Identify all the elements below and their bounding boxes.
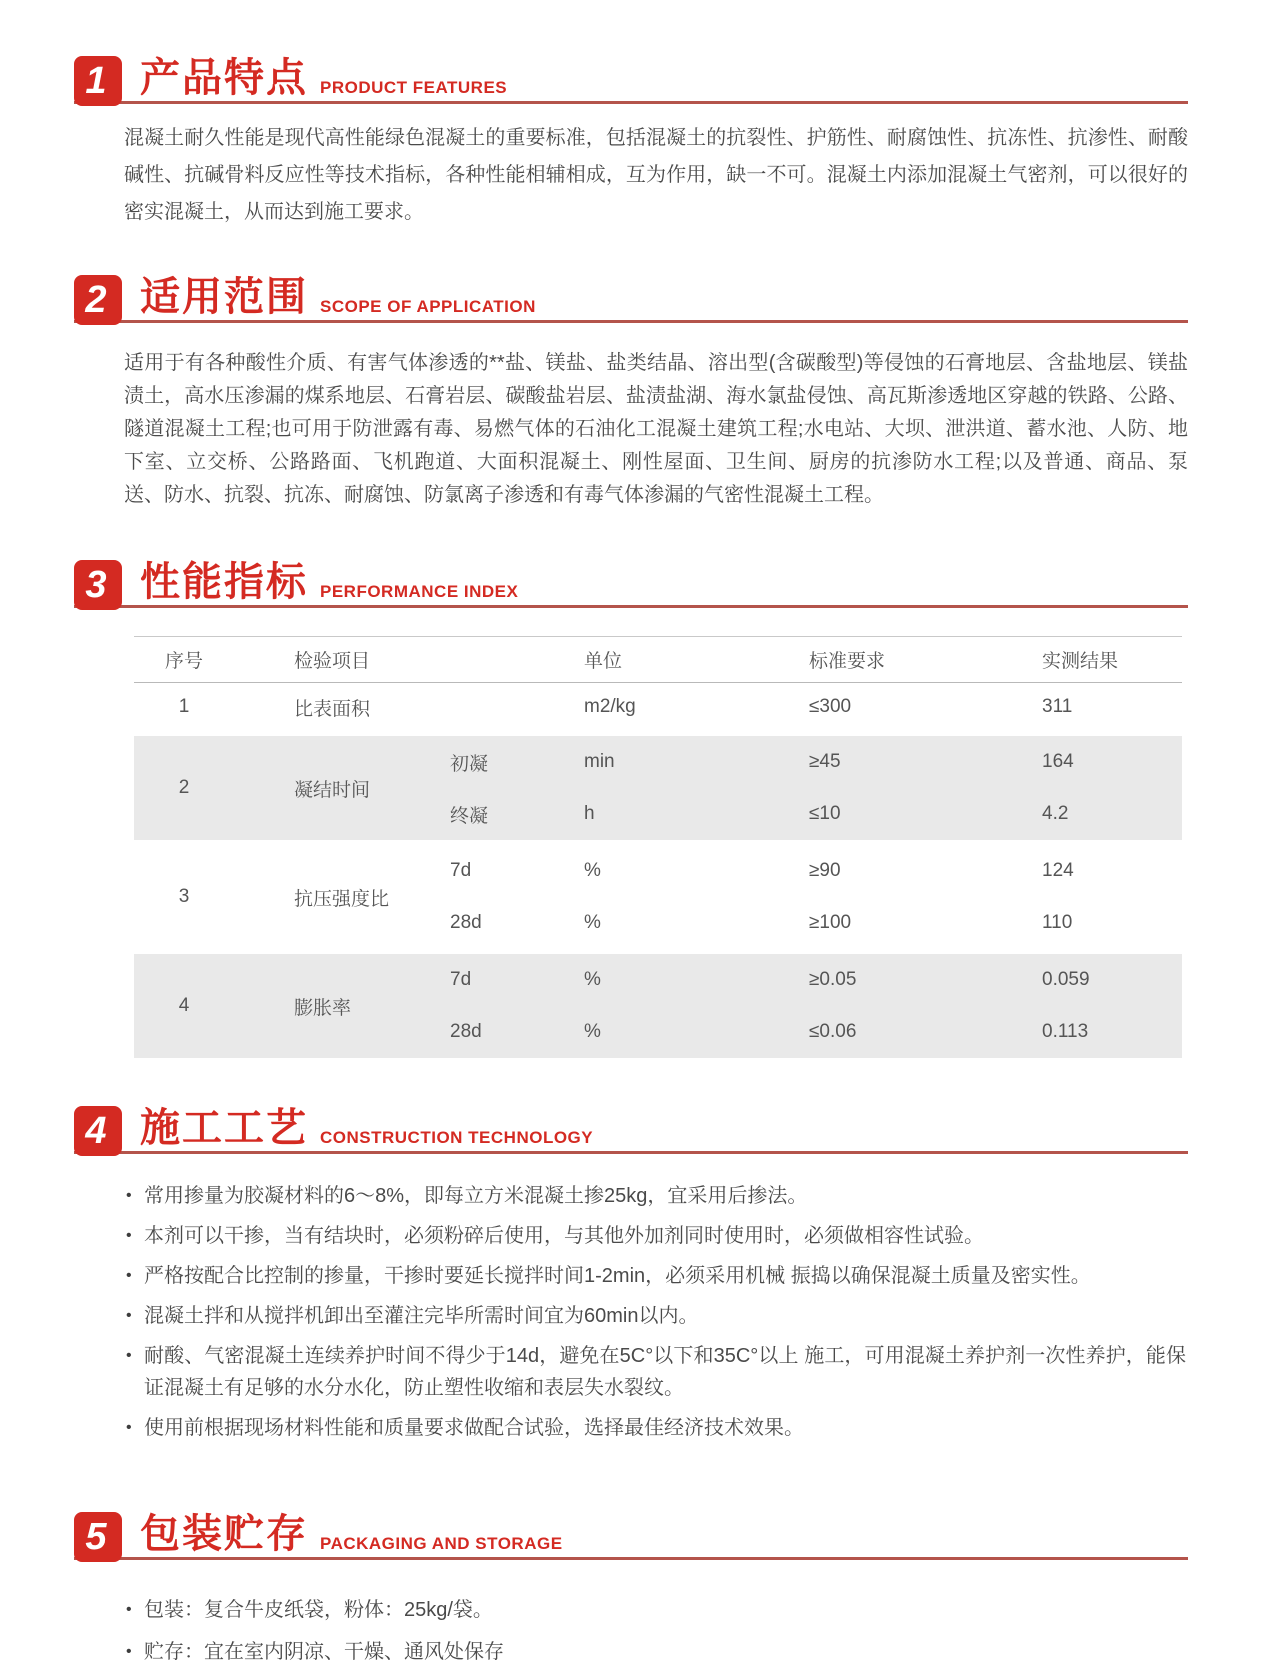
bullet-dot-icon: •: [126, 1307, 132, 1324]
section-product-features: [74, 54, 1210, 231]
bullet-text: 使用前根据现场材料性能和质量要求做配合试验，选择最佳经济技术效果。: [144, 1417, 804, 1439]
bullet-dot-icon: •: [126, 1347, 132, 1364]
cell-item: 膨胀率: [294, 997, 352, 1019]
list-item: [126, 1412, 1186, 1444]
table-row: [134, 683, 1182, 731]
cell-result: 0.113: [1042, 1021, 1089, 1042]
cell-item: 比表面积: [294, 698, 371, 720]
cell-sub: 28d: [450, 912, 482, 933]
bullet-text: 贮存：宜在室内阴凉、干燥、通风处保存: [144, 1641, 504, 1663]
bullet-dot-icon: •: [126, 1601, 132, 1618]
table-header-row: [134, 636, 1182, 683]
cell-unit: %: [584, 912, 601, 933]
list-item: [126, 1300, 1186, 1332]
section-header-scope: [74, 273, 1210, 325]
table-row: [134, 736, 1182, 840]
section-title-zh: 性能指标: [140, 560, 308, 604]
section-title-en: SCOPE OF APPLICATION: [320, 297, 536, 316]
section-number-badge: 2: [74, 275, 122, 325]
bullet-text: 本剂可以干掺，当有结块时，必须粉碎后使用，与其他外加剂同时使用时，必须做相容性试验。: [144, 1225, 984, 1247]
bullet-dot-icon: •: [126, 1267, 132, 1284]
cell-unit: h: [584, 803, 595, 824]
section-packaging: [74, 1510, 1210, 1668]
list-item: [126, 1594, 1186, 1626]
col-header-standard: 标准要求: [809, 651, 886, 672]
list-item: [126, 1340, 1186, 1404]
section-header-packaging: [74, 1510, 1210, 1562]
cell-sub: 28d: [450, 1021, 482, 1042]
performance-table: [134, 636, 1182, 1058]
bullet-text: 混凝土拌和从搅拌机卸出至灌注完毕所需时间宜为60min以内。: [144, 1305, 699, 1327]
cell-unit: %: [584, 1021, 601, 1042]
section-title-zh: 适用范围: [140, 275, 308, 319]
section-number-badge: 1: [74, 56, 122, 106]
col-header-unit: 单位: [584, 651, 623, 672]
cell-standard: ≤0.06: [809, 1021, 857, 1042]
cell-result: 0.059: [1042, 969, 1090, 990]
col-header-item: 检验项目: [294, 651, 371, 672]
cell-standard: ≥90: [809, 860, 841, 881]
bullet-dot-icon: •: [126, 1643, 132, 1660]
list-item: [126, 1636, 1186, 1668]
section-title-en: PERFORMANCE INDEX: [320, 582, 519, 601]
cell-item: 抗压强度比: [294, 888, 390, 910]
bullet-text: 常用掺量为胶凝材料的6～8%，即每立方米混凝土掺25kg，宜采用后掺法。: [144, 1185, 808, 1207]
bullet-dot-icon: •: [126, 1187, 132, 1204]
section-title-en: PACKAGING AND STORAGE: [320, 1534, 563, 1553]
cell-unit: %: [584, 860, 601, 881]
cell-standard: ≥100: [809, 912, 852, 933]
cell-no: 4: [178, 995, 190, 1016]
cell-sub: 初凝: [450, 753, 489, 775]
section-number-badge: 5: [74, 1512, 122, 1562]
bullet-text: 严格按配合比控制的掺量，干掺时要延长搅拌时间1-2min，必须采用机械 振捣以确保混凝土质量及密实性。: [144, 1265, 1091, 1287]
section-scope: [74, 273, 1210, 512]
list-item: [126, 1260, 1186, 1292]
cell-standard: ≤300: [809, 696, 852, 717]
cell-unit: %: [584, 969, 601, 990]
features-paragraph: 混凝土耐久性能是现代高性能绿色混凝土的重要标准，包括混凝土的抗裂性、护筋性、耐腐蚀性、抗冻性、抗渗性、耐酸碱性、抗碱骨料反应性等技术指标，各种性能相辅相成，互为作用，缺一不可。混凝土内添加混凝土气密剂，可以很好的密实混凝土，从而达到施工要求。: [124, 127, 1188, 223]
list-item: [126, 1220, 1186, 1252]
cell-result: 164: [1042, 751, 1074, 772]
cell-standard: ≥0.05: [809, 969, 857, 990]
cell-item: 凝结时间: [294, 779, 371, 801]
cell-result: 110: [1042, 912, 1073, 933]
scope-paragraph: 适用于有各种酸性介质、有害气体渗透的**盐、镁盐、盐类结晶、溶出型(含碳酸型)等侵蚀的石膏地层、含盐地层、镁盐渍土，高水压渗漏的煤系地层、石膏岩层、碳酸盐岩层、盐渍盐湖、海水氯盐侵蚀、高瓦斯渗透地区穿越的铁路、公路、隧道混凝土工程;也可用于防泄露有毒、易燃气体的石油化工混凝土建筑工程;水电站、大坝、泄洪道、蓄水池、人防、地下室、立交桥、公路路面、飞机跑道、大面积混凝土、刚性屋面、卫生间、厨房的抗渗防水工程;以及普通、商品、泵送、防水、抗裂、抗冻、耐腐蚀、防氯离子渗透和有毒气体渗漏的气密性混凝土工程。: [124, 352, 1188, 506]
cell-no: 2: [178, 777, 190, 798]
section-number-badge: 3: [74, 560, 122, 610]
col-header-no: 序号: [164, 651, 203, 672]
list-item: [126, 1180, 1186, 1212]
cell-sub: 7d: [450, 860, 472, 881]
section-construction: [74, 1104, 1210, 1444]
cell-unit: min: [584, 751, 615, 772]
section-title-en: CONSTRUCTION TECHNOLOGY: [320, 1128, 594, 1147]
section-header-product-features: [74, 54, 1210, 106]
section-title-zh: 施工工艺: [140, 1106, 308, 1150]
section-performance-index: [74, 558, 1210, 1058]
table-row: [134, 845, 1182, 949]
bullet-dot-icon: •: [126, 1227, 132, 1244]
section-title-zh: 包装贮存: [140, 1512, 308, 1556]
cell-sub: 终凝: [450, 805, 489, 827]
bullet-dot-icon: •: [126, 1419, 132, 1436]
cell-unit: m2/kg: [584, 696, 636, 717]
cell-standard: ≤10: [809, 803, 841, 824]
section-header-performance: [74, 558, 1210, 610]
cell-sub: 7d: [450, 969, 472, 990]
construction-bullet-list: [126, 1180, 1186, 1444]
bullet-text: 包装：复合牛皮纸袋，粉体：25kg/袋。: [144, 1599, 493, 1621]
section-title-zh: 产品特点: [140, 56, 308, 100]
section-title-en: PRODUCT FEATURES: [320, 78, 508, 97]
col-header-result: 实测结果: [1042, 651, 1119, 672]
cell-standard: ≥45: [809, 751, 841, 772]
cell-result: 311: [1042, 696, 1073, 717]
table-row: [134, 954, 1182, 1058]
cell-result: 124: [1042, 860, 1074, 881]
cell-no: 3: [178, 886, 190, 907]
cell-no: 1: [178, 696, 190, 717]
bullet-text: 耐酸、气密混凝土连续养护时间不得少于14d，避免在5C°以下和35C°以上 施工，可用混凝土养护剂一次性养护，能保证混凝土有足够的水分水化，防止塑性收缩和表层失水裂纹。: [144, 1345, 1186, 1399]
section-number-badge: 4: [74, 1106, 122, 1156]
packaging-bullet-list: [126, 1594, 1186, 1668]
cell-result: 4.2: [1042, 803, 1069, 824]
section-header-construction: [74, 1104, 1210, 1156]
